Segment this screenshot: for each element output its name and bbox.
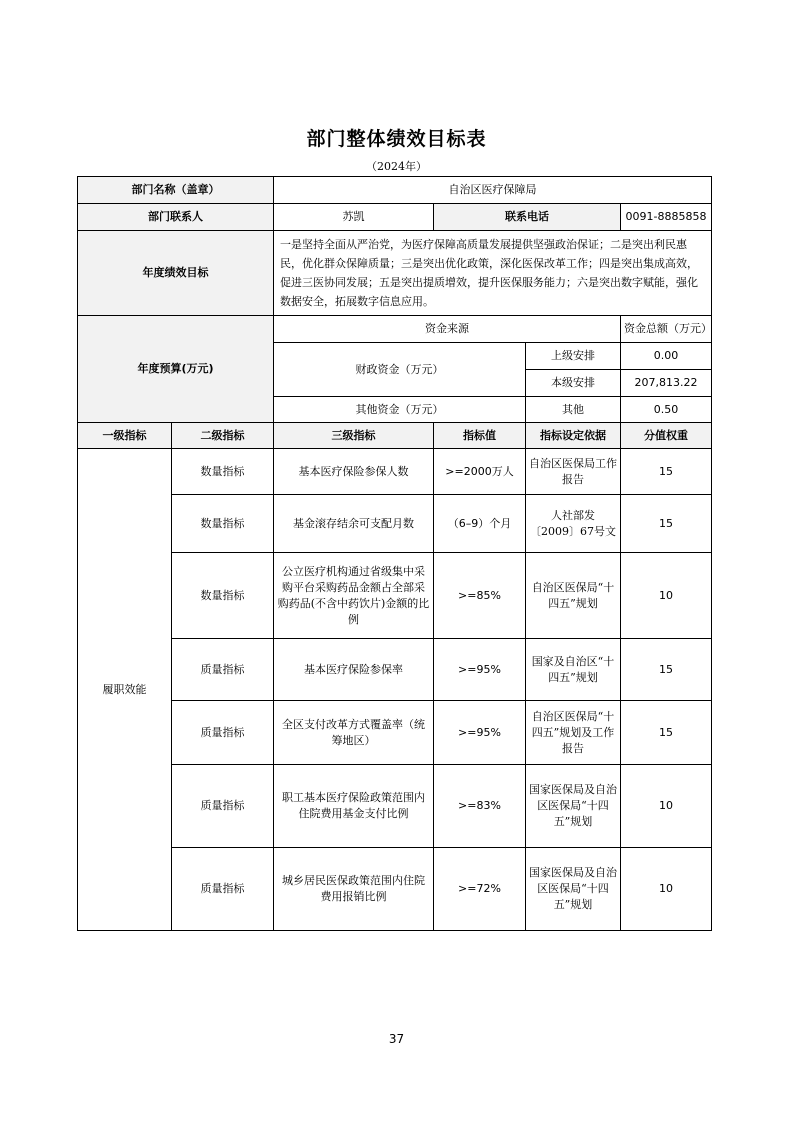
indicator-value: >=72%	[434, 848, 526, 931]
budget-total-header: 资金总额（万元）	[621, 316, 712, 343]
level2-indicator: 质量指标	[172, 639, 274, 701]
level2-indicator: 质量指标	[172, 848, 274, 931]
indicator-value: >=85%	[434, 553, 526, 639]
header-level1: 一级指标	[78, 423, 172, 449]
indicator-weight: 15	[621, 639, 712, 701]
header-basis: 指标设定依据	[526, 423, 621, 449]
contact-row	[78, 204, 712, 231]
level3-indicator: 基本医疗保险参保人数	[274, 449, 434, 495]
level2-indicator: 质量指标	[172, 765, 274, 848]
budget-source-header: 资金来源	[274, 316, 621, 343]
table-row	[78, 553, 712, 639]
header-weight: 分值权重	[621, 423, 712, 449]
budget-header-row	[78, 316, 712, 343]
level3-indicator: 基本医疗保险参保率	[274, 639, 434, 701]
indicator-value: >=83%	[434, 765, 526, 848]
indicator-basis: 人社部发〔2009〕67号文	[526, 495, 621, 553]
phone-label: 联系电话	[434, 204, 621, 231]
dept-name-label: 部门名称（盖章）	[78, 177, 274, 204]
phone-value: 0091-8885858	[621, 204, 712, 231]
table-row	[78, 449, 712, 495]
table-row	[78, 701, 712, 765]
indicator-basis: 国家医保局及自治区医保局“十四五”规划	[526, 848, 621, 931]
indicator-weight: 15	[621, 449, 712, 495]
indicator-basis: 国家医保局及自治区医保局“十四五”规划	[526, 765, 621, 848]
page-title: 部门整体绩效目标表	[306, 128, 487, 150]
budget-label: 年度预算(万元)	[78, 316, 274, 423]
dept-name-row	[78, 177, 712, 204]
indicator-value: >=95%	[434, 701, 526, 765]
dept-name-value: 自治区医疗保障局	[274, 177, 712, 204]
indicator-weight: 10	[621, 765, 712, 848]
other-funds-label: 其他资金（万元）	[274, 397, 526, 423]
page-number: 37	[388, 1032, 405, 1046]
fiscal-funds-label: 财政资金（万元）	[274, 343, 526, 397]
indicator-basis: 国家及自治区“十四五”规划	[526, 639, 621, 701]
level2-indicator: 数量指标	[172, 553, 274, 639]
contact-value: 苏凯	[274, 204, 434, 231]
year-label: （2024年）	[366, 160, 427, 173]
indicator-weight: 10	[621, 848, 712, 931]
local-arrangement-value: 207,813.22	[621, 370, 712, 397]
level3-indicator: 职工基本医疗保险政策范围内住院费用基金支付比例	[274, 765, 434, 848]
header-level2: 二级指标	[172, 423, 274, 449]
indicator-header-row	[78, 423, 712, 449]
indicator-value: >=2000万人	[434, 449, 526, 495]
performance-table	[77, 176, 712, 931]
level2-indicator: 数量指标	[172, 449, 274, 495]
upper-arrangement-value: 0.00	[621, 343, 712, 370]
level3-indicator: 公立医疗机构通过省级集中采购平台采购药品金额占全部采购药品(不含中药饮片)金额的比例	[274, 553, 434, 639]
indicator-value: （6–9）个月	[434, 495, 526, 553]
indicator-basis: 自治区医保局“十四五”规划及工作报告	[526, 701, 621, 765]
indicator-weight: 15	[621, 701, 712, 765]
indicator-basis: 自治区医保局“十四五”规划	[526, 553, 621, 639]
level3-indicator: 全区支付改革方式覆盖率（统筹地区）	[274, 701, 434, 765]
upper-arrangement-label: 上级安排	[526, 343, 621, 370]
goal-row	[78, 231, 712, 316]
local-arrangement-label: 本级安排	[526, 370, 621, 397]
other-sub-label: 其他	[526, 397, 621, 423]
contact-label: 部门联系人	[78, 204, 274, 231]
header-level3: 三级指标	[274, 423, 434, 449]
level2-indicator: 数量指标	[172, 495, 274, 553]
table-row	[78, 765, 712, 848]
indicator-basis: 自治区医保局工作报告	[526, 449, 621, 495]
indicator-weight: 15	[621, 495, 712, 553]
indicator-value: >=95%	[434, 639, 526, 701]
goal-label: 年度绩效目标	[78, 231, 274, 316]
level3-indicator: 城乡居民医保政策范围内住院费用报销比例	[274, 848, 434, 931]
goal-text: 一是坚持全面从严治党，为医疗保障高质量发展提供坚强政治保证；二是突出利民惠民，优化群众保障质量；三是突出优化政策，深化医保改革工作；四是突出集成高效，促进三医协同发展；五是突出提质增效，提升医保服务能力；六是突出数字赋能，强化数据安全，拓展数字信息应用。	[274, 231, 712, 316]
header-value: 指标值	[434, 423, 526, 449]
other-funds-value: 0.50	[621, 397, 712, 423]
level1-indicator: 履职效能	[78, 449, 172, 931]
level3-indicator: 基金滚存结余可支配月数	[274, 495, 434, 553]
level2-indicator: 质量指标	[172, 701, 274, 765]
table-row	[78, 848, 712, 931]
indicator-weight: 10	[621, 553, 712, 639]
table-row	[78, 639, 712, 701]
table-row	[78, 495, 712, 553]
